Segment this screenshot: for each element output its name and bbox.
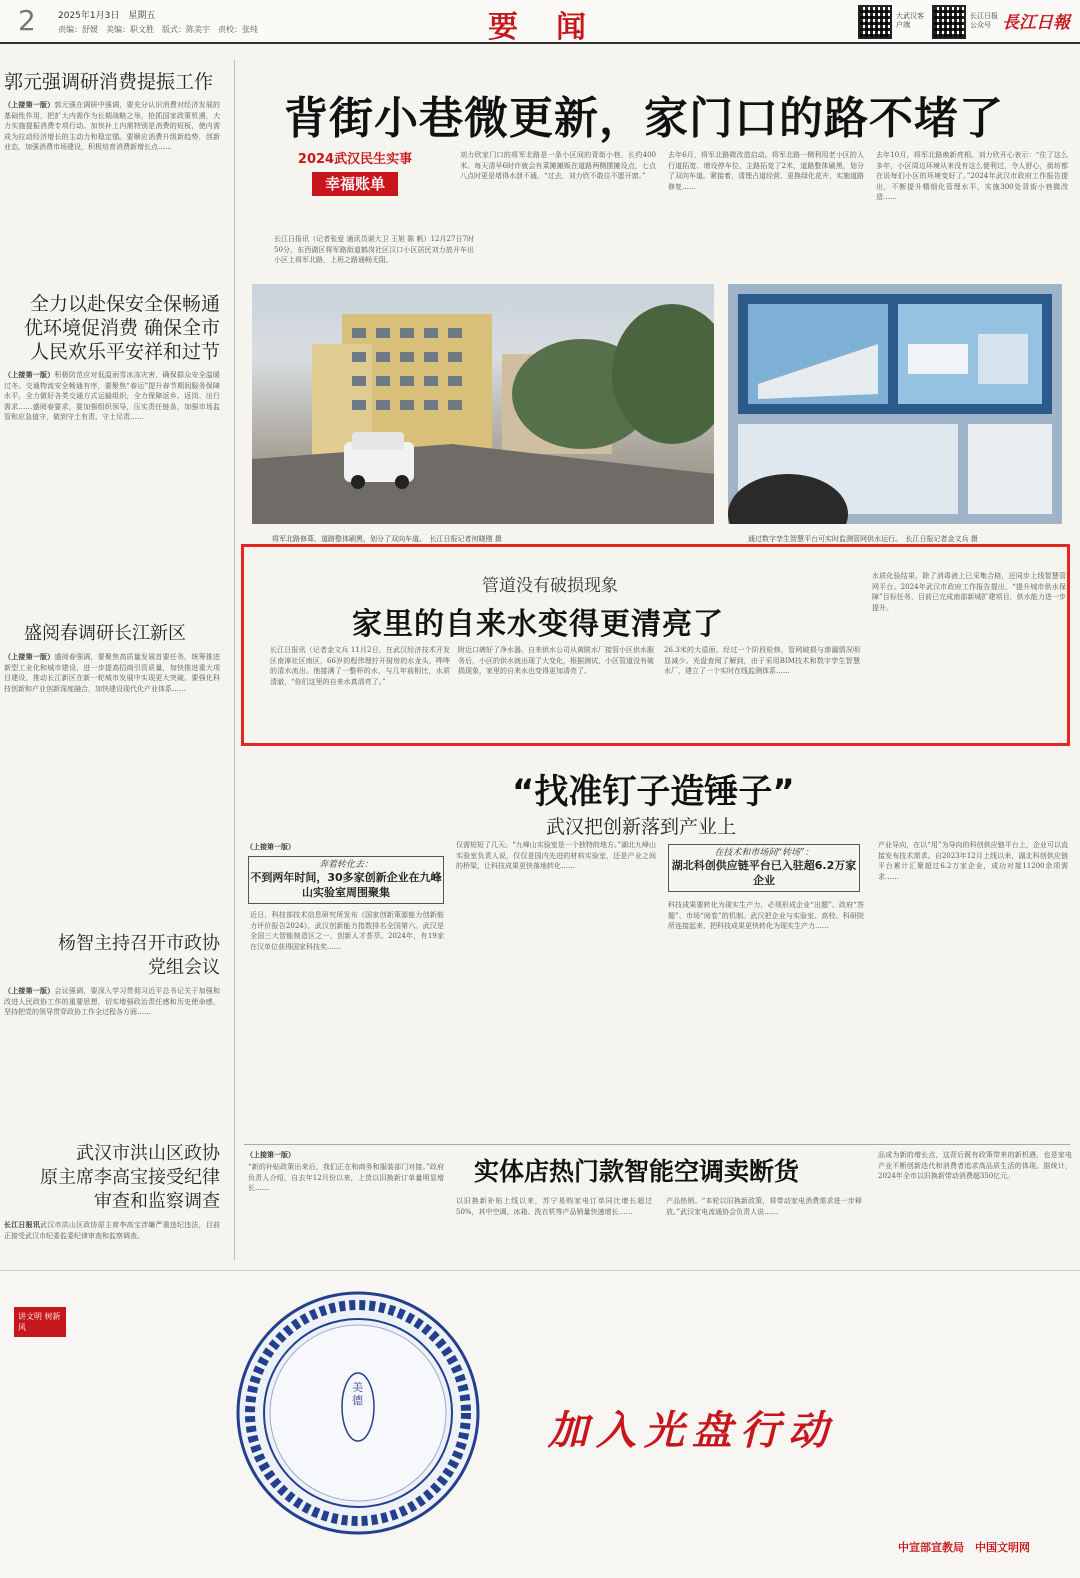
article-column: 去年6月，将军北路微改造启动。将军北路一侧利用老小区的人行道拓宽、增设停车位，主路拓宽了2米，道路整体刷黑，划分了双向车道。紧接着，清理占道经营，更换绿化花卉，实施道路修复…… <box>668 151 864 191</box>
left-story[interactable] <box>4 622 220 922</box>
qr-code-icon[interactable] <box>858 5 892 39</box>
left-column <box>0 52 228 1264</box>
story-headline: 盛阅春调研长江新区 <box>24 623 186 644</box>
story-body: 郭元强在调研中强调，要充分认识消费对经济发展的基础性作用，把扩大内需作为长期战略之举，抢抓国家政策机遇，大力实施提振消费专项行动。加快补上内需特别是消费的短板，使内需成为拉动经济增长的主动力和稳定锚。要顺应消费升级新趋势，创新业态，加强消费市场建设，积极培育消费新增长点…… <box>4 101 220 151</box>
article-column: 科技成果要转化为现实生产力，必须形成企业“出题”、政府“答题”、市场“阅卷”的机制。武汉把企业与实验室、高校、科研院所连接起来，把科技成果更快转化为现实生产力…… <box>668 901 864 930</box>
story-body: 会议强调，要深入学习贯彻习近平总书记关于加强和改进人民政协工作的重要思想，切实增强政治责任感和历史使命感，坚持把党的领导贯穿政协工作全过程各方面…… <box>4 987 220 1016</box>
article-column: 26.3米的大盾面。经过一个阶段检修，管网破损与渗漏情况明显减少。光盘查阅了解到，由于采用BIM技术和数字孪生智慧水厂，建立了一个实时在线监测体系…… <box>664 646 860 675</box>
badge-year: 2024武汉民生实事 <box>297 152 413 167</box>
street-photo <box>252 284 714 524</box>
boxed-headline: 家里的自来水变得更清亮了 <box>352 607 724 642</box>
article-column: “新的补贴政策出来后，我们正在和商务和服装部门对接。”政府负责人介绍，自去年12月份以来，上货以旧换新订单量明显增长…… <box>248 1163 444 1192</box>
qr-code-icon[interactable] <box>932 5 966 39</box>
ad-footer: 中宣部宣教局 中国文明网 <box>898 1541 1030 1554</box>
section-title: 要闻 <box>488 10 624 45</box>
page-number: 2 <box>18 4 36 37</box>
monitoring-photo <box>728 284 1062 524</box>
top-story[interactable] <box>244 66 1074 546</box>
story-tag: （上接第一版） <box>4 370 55 379</box>
article-column: 以旧换新补贴上线以来，苏宁易购家电订单同比增长超过50%，其中空调、冰箱、洗衣机等产品销量快速增长…… <box>456 1197 652 1216</box>
subhead-kicker: 奔着转化去： <box>318 860 373 870</box>
story-headline: 全力以赴保安全保畅通 优环境促消费 确保全市 人民欢乐平安祥和过节 <box>23 293 220 363</box>
monitoring-photo-image <box>728 284 1062 524</box>
article-column: 仅需短短了几天。“九峰山实验室是一个独特的地方。”湖北九峰山实验室负责人说，仅仅是国内先进的材料实验室，还是产业之间的桥梁，让科技成果更快落地转化…… <box>456 841 656 870</box>
public-service-ad[interactable] <box>0 1270 1080 1578</box>
article-column: 近日，科技部技术信息研究所发布《国家创新策源能力创新能力评价报告2024》，武汉创新能力指数排名全国第六。武汉是全国三大智能制造区之一，创新人才荟萃。2024年，有19家在汉单位获得国家科技奖…… <box>250 911 444 951</box>
story-tag: （上接第一版） <box>4 652 55 661</box>
article-column: 刘力欣家门口的将军北路是一条小区间的背街小巷，长约400米。每天清早6时许就会有菜摊摊贩在道路两侧摆摊设点，七点八点时更是堵得水泄不通，“过去，刘力欣不敢往不愿开窗。” <box>460 151 656 180</box>
left-story[interactable] <box>4 70 220 250</box>
issue-date: 2025年1月3日 星期五 <box>58 11 156 21</box>
subhead-title: 湖北科创供应链平台已入驻超6.2万家企业 <box>671 859 857 887</box>
plate-seal: 美德 <box>352 1381 363 1407</box>
left-story[interactable] <box>4 292 220 606</box>
article-column: 水质化验结果，除了消毒液上已采集合格，还同步上线智慧管网平台。2024年武汉市政府工作报告提出，“提升城市供水保障”目标任务，目前已完成南部新城扩建项目，供水能力进一步提升。 <box>872 572 1066 612</box>
photo-caption: 将军北路修葺，道路整体刷黑，划分了双向车道。 长江日报记者何晓刚 摄 <box>272 535 502 543</box>
section-divider <box>244 1144 1070 1145</box>
story-tag: （上接第一版） <box>4 100 55 109</box>
ad-stamp: 讲文明 树新风 <box>14 1307 66 1337</box>
top-story-headline: 背街小巷微更新，家门口的路不堵了 <box>284 93 1004 144</box>
staff-credits: 责编：舒媛 美编：职文胜 版式：陈美宇 责校：张纯 <box>58 25 258 34</box>
left-story[interactable] <box>4 932 220 1126</box>
street-photo-image <box>252 284 714 524</box>
story-tag: （上接第一版） <box>246 1150 295 1159</box>
left-story[interactable] <box>4 1142 220 1260</box>
article-column: 长江日报讯（记者金文兵 11月2日，在武汉经济技术开发区南漳社区南区，66岁的程伟理拧开厨房的水龙头，哗哗的清水流出。他接满了一整杯的水，与几年前相比，水质清澈，“你们这里的自来水真清亮了。” <box>270 646 450 686</box>
article-column: 产业导向，在以“用”为导向的科创供应链平台上，企业可以直接发布技术需求。自2023年12月上线以来，湖北科创供应链平台累计汇聚超过6.2万家企业，成功对接11200余项需求…… <box>878 841 1068 881</box>
subhead-box <box>668 844 860 892</box>
story-body: 积极防范应对低温雨雪冰冻灾害，确保群众安全温暖过冬。交通物流安全畅通有序，要聚焦“春运”提升春节期间服务保障水平，全力做好各类交通方式运输组织，全力保障返乡、返岗、出行需求……盛阅春要求，要加强组织领导，压实责任链条，加强市场监管和应急值守，做到守土有责、守土尽责…… <box>4 371 220 421</box>
article-column: 去年10月，将军北路焕新亮相。刘力欣开心表示：“住了这么多年，小区周边环境从来没有这么便利过，令人舒心，街坊都在说每们小区的环境变好了。”2024年武汉市政府工作报告提出，不断提升精细化管理水平，实施300处背街小巷微改造…… <box>876 151 1068 201</box>
plate-icon <box>236 1291 480 1535</box>
article-column: 长江日报讯（记者张爱 通讯员谌大卫 王旭 陈 帆）12月27日7时50分，东西湖区将军路街道鹤岗社区汉口小区居民刘力放开车出小区上将军北路，上班之路通畅无阻。 <box>274 235 474 264</box>
story-tag: （上接第一版） <box>246 842 295 851</box>
water-story-box[interactable] <box>241 544 1070 746</box>
story-headline: 武汉市洪山区政协 原主席李高宝接受纪律 审查和监察调查 <box>40 1143 220 1212</box>
subhead-title: 不到两年时间，30多家创新企业在九峰山实验室周围聚集 <box>250 871 442 899</box>
innovation-headline: “找准钉子造锤子” <box>512 772 795 812</box>
badge-title: 幸福账单 <box>312 172 398 196</box>
newspaper-logo: 長江日報 <box>1002 13 1070 33</box>
ad-slogan: 加入光盘行动 <box>548 1407 836 1454</box>
minsheng-badge <box>290 148 420 214</box>
boxed-kicker: 管道没有破损现象 <box>482 576 618 596</box>
story-tag: 长江日报讯 <box>4 1220 41 1229</box>
photo-caption: 通过数字孪生智慧平台可实时监测管网供水运行。 长江日报记者金文兵 摄 <box>748 535 978 543</box>
qr-label: 长江日报公众号 <box>970 12 998 29</box>
story-headline: 杨智主持召开市政协 党组会议 <box>58 933 220 978</box>
masthead <box>0 0 1080 44</box>
aircon-headline: 实体店热门款智能空调卖断货 <box>474 1157 800 1186</box>
innovation-subhead: 武汉把创新落到产业上 <box>546 816 737 838</box>
qr-label: 大武汉客户端 <box>896 12 924 29</box>
subhead-box <box>248 856 444 904</box>
story-body: 武汉市洪山区政协原主席李高宝涉嫌严重违纪违法，目前正接受武汉市纪委监委纪律审查和监察调查。 <box>4 1221 220 1240</box>
article-column: 产品热销。“本轮以旧换新政策，将带动家电消费需求进一步释放。”武汉家电流通协会负责人说…… <box>666 1197 862 1216</box>
article-column: 品成为新的增长点，这背后既有政策带来的新机遇，也是家电产业不断创新迭代和消费者追求高品质生活的体现。据统计，2024年全市以旧换新带动消费超350亿元。 <box>878 1151 1072 1180</box>
story-headline: 郭元强调研消费提振工作 <box>4 71 214 93</box>
article-column: 附近口碑好了净水器。自来供水公司从黄陂水厂接管小区供水服务后，小区的供水就出现了大变化，根据测试，小区管道没有破损现象，家里的自来水也变得更加清亮了。 <box>458 646 654 675</box>
column-divider <box>234 60 235 1260</box>
story-tag: （上接第一版） <box>4 986 55 995</box>
story-body: 盛阅春强调，要聚焦高质量发展首要任务，统筹推进新型工业化和城市建设，进一步提高招商引资质量，加快推进重大项目建设，推动长江新区在新一轮城市发展中实现更大突破。要强化科技创新和产业创新深度融合，加快建设现代化产业体系…… <box>4 653 220 693</box>
subhead-kicker: 在技术和市场间“转场”： <box>714 848 814 858</box>
